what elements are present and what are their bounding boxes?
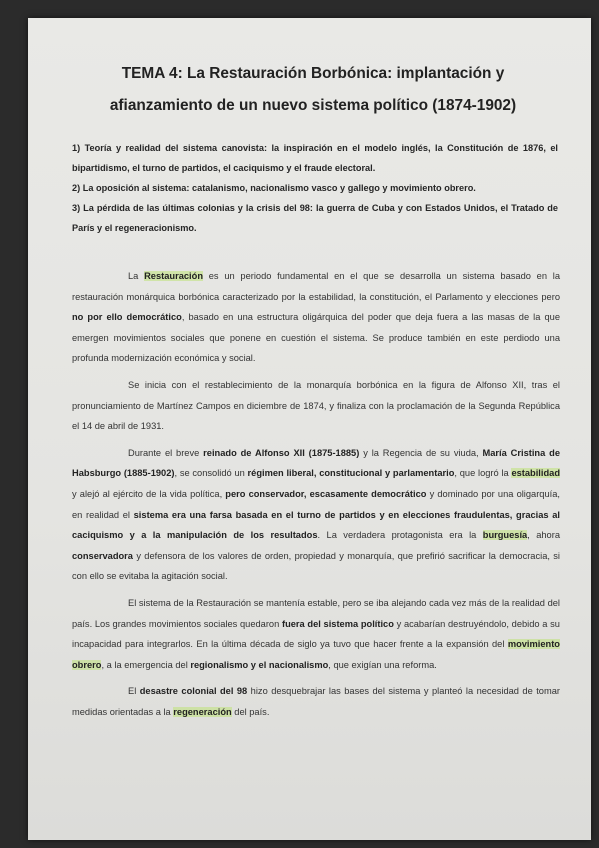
- text-run: Durante el breve: [128, 447, 204, 458]
- text-run: y alejó al ejército de la vida política,: [72, 488, 226, 499]
- text-run: La: [128, 271, 145, 281]
- bold-term: conservadora: [72, 550, 133, 561]
- highlight-term: estabilidad: [511, 468, 561, 479]
- bold-term: María Cristina de Habsburgo (1885-1902): [72, 447, 560, 479]
- text-run: , que logró la: [454, 468, 512, 479]
- text-run: y dominado por una oligarquía, en realidad el: [72, 488, 560, 520]
- text-run: El: [128, 686, 140, 697]
- text-run: y la Regencia de su viuda,: [359, 447, 483, 458]
- bold-term: pero conservador, escasamente democrático: [225, 488, 427, 499]
- paragraph-2: Se inicia con el restablecimiento de la monarquía borbónica en la figura de Alfonso XII, tras el pronunciamiento de Martínez Campos en diciembre de 1874, y finaliza con la proclamación de la Segunda República el 14 de abril de 1931.: [72, 379, 560, 432]
- document-page: [28, 18, 591, 840]
- text-run: , basado en una estructura oligárquica del poder que deja fuera a las masas de la que emergen movimientos sociales que ponene en cuestión el sistema. Se produce también en este perdiodo una profunda modernización económica y social.: [72, 312, 560, 364]
- text-run: , a la emergencia del: [101, 659, 191, 670]
- paragraph-3: [72, 443, 560, 587]
- topic-item-3: 3) La pérdida de las últimas colonias y la crisis del 98: la guerra de Cuba y con Estados Unidos, el Tratado de París y el regeneracionismo.: [72, 203, 558, 233]
- document-title: TEMA 4: La Restauración Borbónica: implantación y afianzamiento de un nuevo sistema político (1874-1902): [109, 65, 517, 114]
- bold-term: sistema era una farsa basada en el turno de partidos y en elecciones fraudulentas, gracias al caciquismo y a la manipulación de los resultados: [72, 509, 561, 541]
- highlight-term: movimiento obrero: [72, 639, 560, 670]
- bold-term: regionalismo y el nacionalismo: [190, 659, 329, 670]
- text-run: , ahora: [527, 530, 560, 541]
- paragraph-5: [72, 681, 560, 722]
- topic-item-1: 1) Teoría y realidad del sistema canovista: la inspiración en el modelo inglés, la Constitución de 1876, el bipartidismo, el turno de partidos, el caciquismo y el fraude electoral.: [72, 143, 558, 173]
- text-run: . La verdadera protagonista era la: [317, 530, 483, 541]
- topic-item-2: 2) La oposición al sistema: catalanismo, nacionalismo vasco y gallego y movimiento obrero.: [72, 183, 476, 193]
- bold-term: régimen liberal, constitucional y parlamentario: [247, 468, 455, 479]
- body-text: [72, 266, 560, 728]
- paragraph-1: [72, 266, 560, 369]
- bold-term: reinado de Alfonso XII (1875-1885): [203, 447, 360, 458]
- text-run: y acabarían destruyéndolo, debido a su incapacidad para integrarlos. En la última década de siglo ya tuvo que hacer frente a la expansión del: [72, 618, 560, 650]
- text-run: del país.: [231, 706, 270, 717]
- text-run: es un periodo fundamental en el que se desarrolla un sistema basado en la restauración monárquica borbónica caracterizado por la estabilidad, la constitución, el Parlamento y elecciones pero: [72, 271, 560, 302]
- text-run: hizo desquebrajar las bases del sistema y planteó la necesidad de tomar medidas orientadas a la: [72, 686, 560, 717]
- highlight-term: burguesía: [482, 530, 528, 541]
- bold-term: desastre colonial del 98: [139, 686, 248, 697]
- text-run: , que exigían una reforma.: [328, 659, 437, 670]
- bold-term: fuera del sistema político: [281, 618, 394, 629]
- topic-list: [72, 138, 558, 238]
- text-run: , se consolidó un: [174, 468, 248, 479]
- text-run: El sistema de la Restauración se mantenía estable, pero se iba alejando cada vez más de la realidad del país. Los grandes movimientos sociales quedaron: [72, 597, 560, 629]
- highlight-term: Restauración: [144, 271, 203, 281]
- paragraph-4: [72, 593, 560, 675]
- highlight-term: regeneración: [173, 706, 232, 717]
- bold-term: no por ello democrático: [72, 312, 182, 323]
- text-run: y defensora de los valores de orden, propiedad y monarquía, que prefirió sacrificar la democracia, si con ello se evitaba la agitación social.: [72, 550, 560, 582]
